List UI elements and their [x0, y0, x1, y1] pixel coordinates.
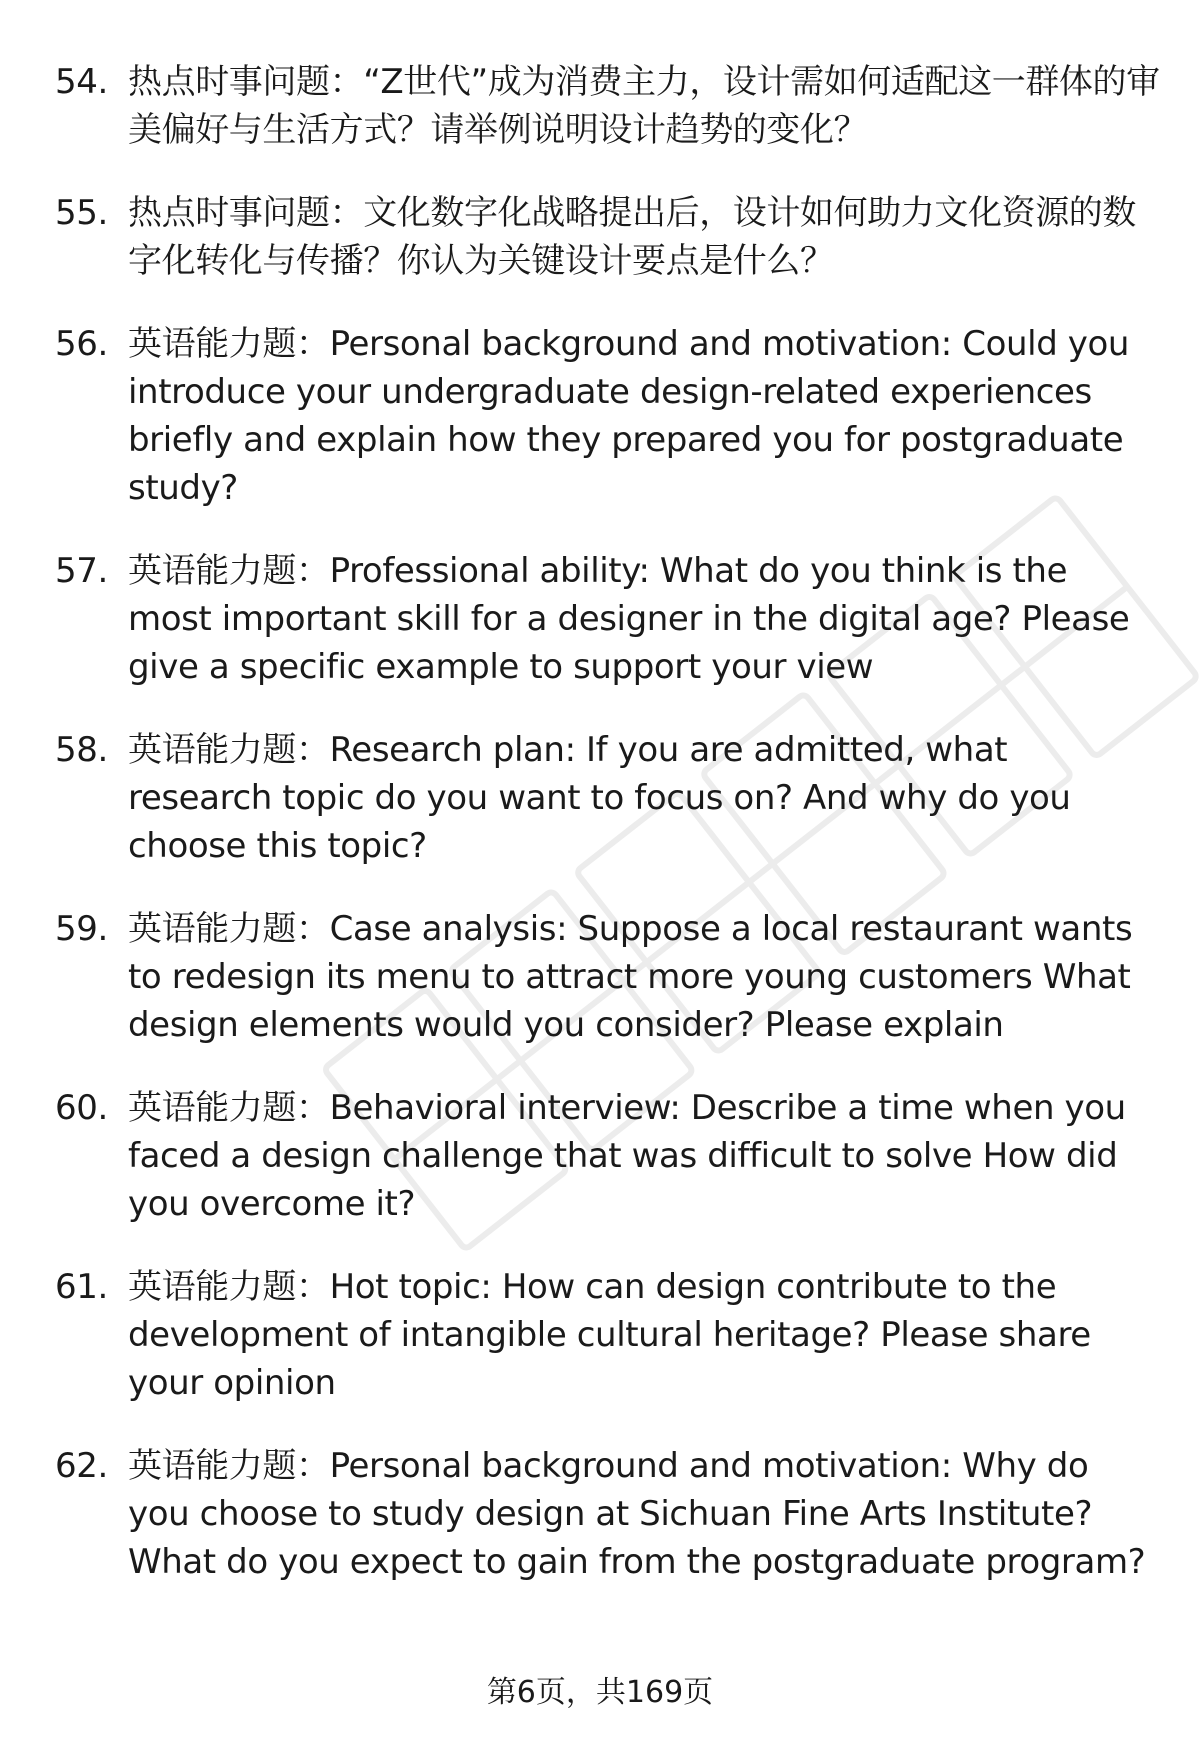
question-number: 54.: [55, 62, 108, 102]
question-item: [0, 189, 1200, 285]
question-number: 55.: [55, 193, 108, 233]
question-number: 58.: [55, 730, 108, 770]
question-item: [0, 1442, 1200, 1586]
question-text: 英语能力题：Professional ability: What do you think is the most important skill for a designer in the digital age? Please give a specific example to support your view: [128, 551, 1130, 687]
question-number: 56.: [55, 324, 108, 364]
question-text: 热点时事问题：“Z世代”成为消费主力，设计需如何适配这一群体的审美偏好与生活方式？请举例说明设计趋势的变化？: [128, 62, 1160, 150]
question-text: 英语能力题：Personal background and motivation: Could you introduce your undergraduate design-related experiences briefly and explain how they prepared you for postgraduate study?: [128, 324, 1130, 508]
question-text: 英语能力题：Behavioral interview: Describe a time when you faced a design challenge that was difficult to solve How did you overcome it?: [128, 1088, 1126, 1224]
question-text: 英语能力题：Research plan: If you are admitted, what research topic do you want to focus on? And why do you choose this topic?: [128, 730, 1071, 866]
page-footer: [0, 1673, 1200, 1713]
question-item: [0, 1084, 1200, 1228]
question-item: [0, 726, 1200, 870]
question-number: 59.: [55, 909, 108, 949]
question-number: 61.: [55, 1267, 108, 1307]
question-text: 英语能力题：Personal background and motivation: Why do you choose to study design at Sichuan Fine Arts Institute? What do you expect to gain from the postgraduate program?: [128, 1446, 1146, 1582]
question-item: [0, 547, 1200, 691]
page-number-label: 第6页，共169页: [486, 1675, 714, 1710]
question-item: [0, 58, 1200, 154]
question-text: 热点时事问题：文化数字化战略提出后，设计如何助力文化资源的数字化转化与传播？你认为关键设计要点是什么？: [128, 193, 1136, 281]
question-number: 62.: [55, 1446, 108, 1486]
question-item: [0, 905, 1200, 1049]
question-item: [0, 320, 1200, 512]
question-text: 英语能力题：Hot topic: How can design contribute to the development of intangible cultural heritage? Please share your opinion: [128, 1267, 1091, 1403]
question-text: 英语能力题：Case analysis: Suppose a local restaurant wants to redesign its menu to attract more young customers What design elements would you consider? Please explain: [128, 909, 1133, 1045]
question-number: 57.: [55, 551, 108, 591]
question-list: [0, 58, 1200, 1621]
question-number: 60.: [55, 1088, 108, 1128]
question-item: [0, 1263, 1200, 1407]
